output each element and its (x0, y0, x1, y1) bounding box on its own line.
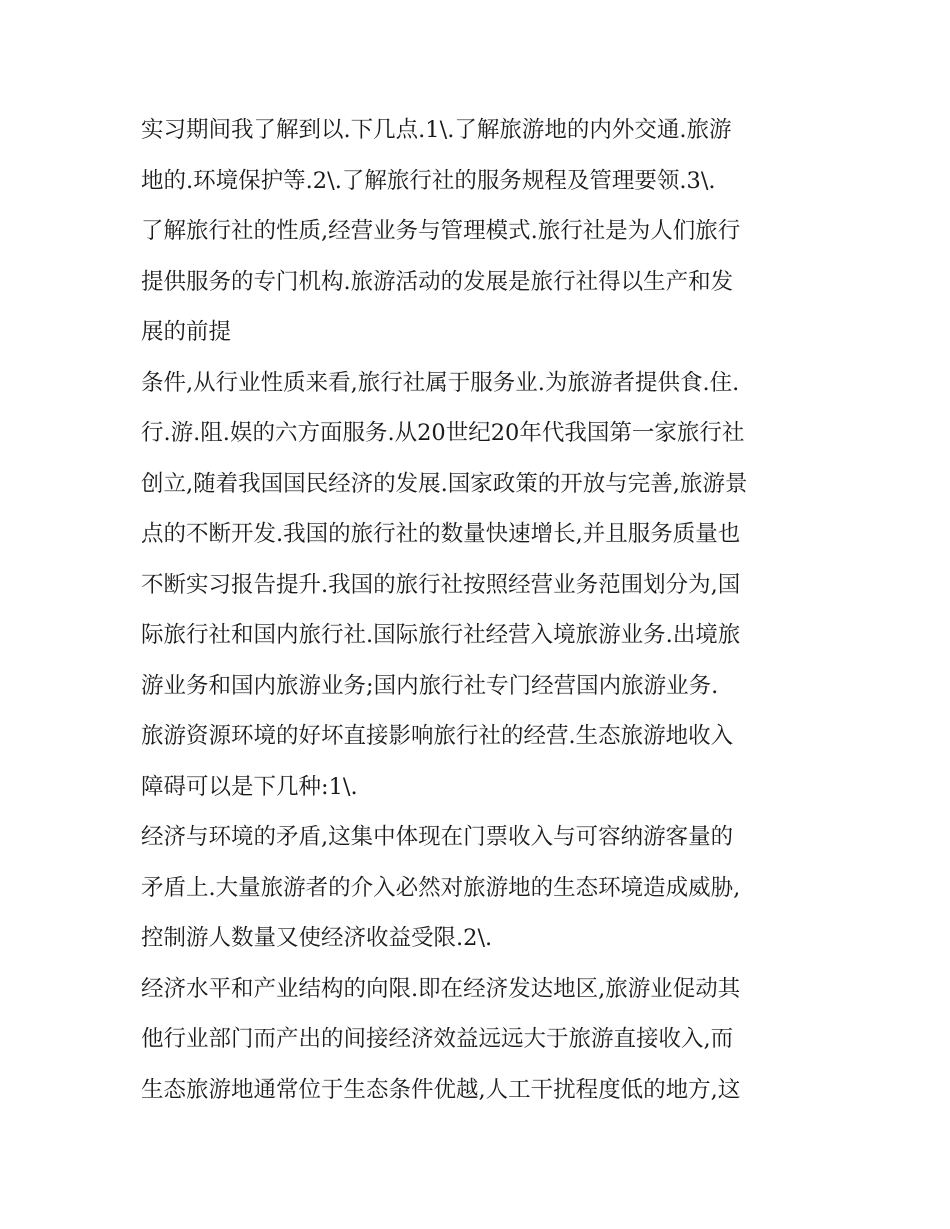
text-line: 提供服务的专门机构.旅游活动的发展是旅行社得以生产和发 (141, 268, 734, 295)
text-line: 生态旅游地通常位于生态条件优越,人工干扰程度低的地方,这 (141, 1076, 741, 1103)
text-line: 他行业部门而产出的间接经济效益远远大于旅游直接收入,而 (141, 1026, 734, 1052)
body-text (141, 105, 821, 1115)
text-line: 际旅行社和国内旅行社.国际旅行社经营入境旅游业务.出境旅 (141, 622, 741, 648)
text-line: 点的不断开发.我国的旅行社的数量快速增长,并且服务质量也 (141, 521, 741, 547)
text-line: 创立,随着我国国民经济的发展.国家政策的开放与完善,旅游景 (141, 470, 748, 497)
text-line: 障碍可以是下几种:1\. (141, 773, 358, 800)
text-line: 实习期间我了解到以.下几点.1\.了解旅游地的内外交通.旅游 (141, 117, 732, 143)
text-line: 了解旅行社的性质,经营业务与管理模式.旅行社是为人们旅行 (141, 218, 741, 244)
text-line: 矛盾上.大量旅游者的介入必然对旅游地的生态环境造成威胁, (141, 874, 741, 901)
text-line: 不断实习报告提升.我国的旅行社按照经营业务范围划分为,国 (141, 571, 741, 598)
text-line: 游业务和国内旅游业务;国内旅行社专门经营国内旅游业务. (141, 672, 719, 699)
text-line: 经济水平和产业结构的向限.即在经济发达地区,旅游业促动其 (141, 975, 741, 1002)
text-line: 旅游资源环境的好坏直接影响旅行社的经营.生态旅游地收入 (141, 723, 734, 749)
text-line: 行.游.阻.娱的六方面服务.从20世纪20年代我国第一家旅行社 (141, 420, 745, 446)
text-line: 地的.环境保护等.2\.了解旅行社的服务规程及管理要领.3\. (141, 167, 716, 194)
text-line: 控制游人数量又使经济收益受限.2\. (141, 925, 493, 951)
text-line: 条件,从行业性质来看,旅行社属于服务业.为旅游者提供食.住. (141, 369, 740, 396)
text-line: 经济与环境的矛盾,这集中体现在门票收入与可容纳游客量的 (141, 824, 734, 850)
text-line: 展的前提 (141, 319, 232, 345)
